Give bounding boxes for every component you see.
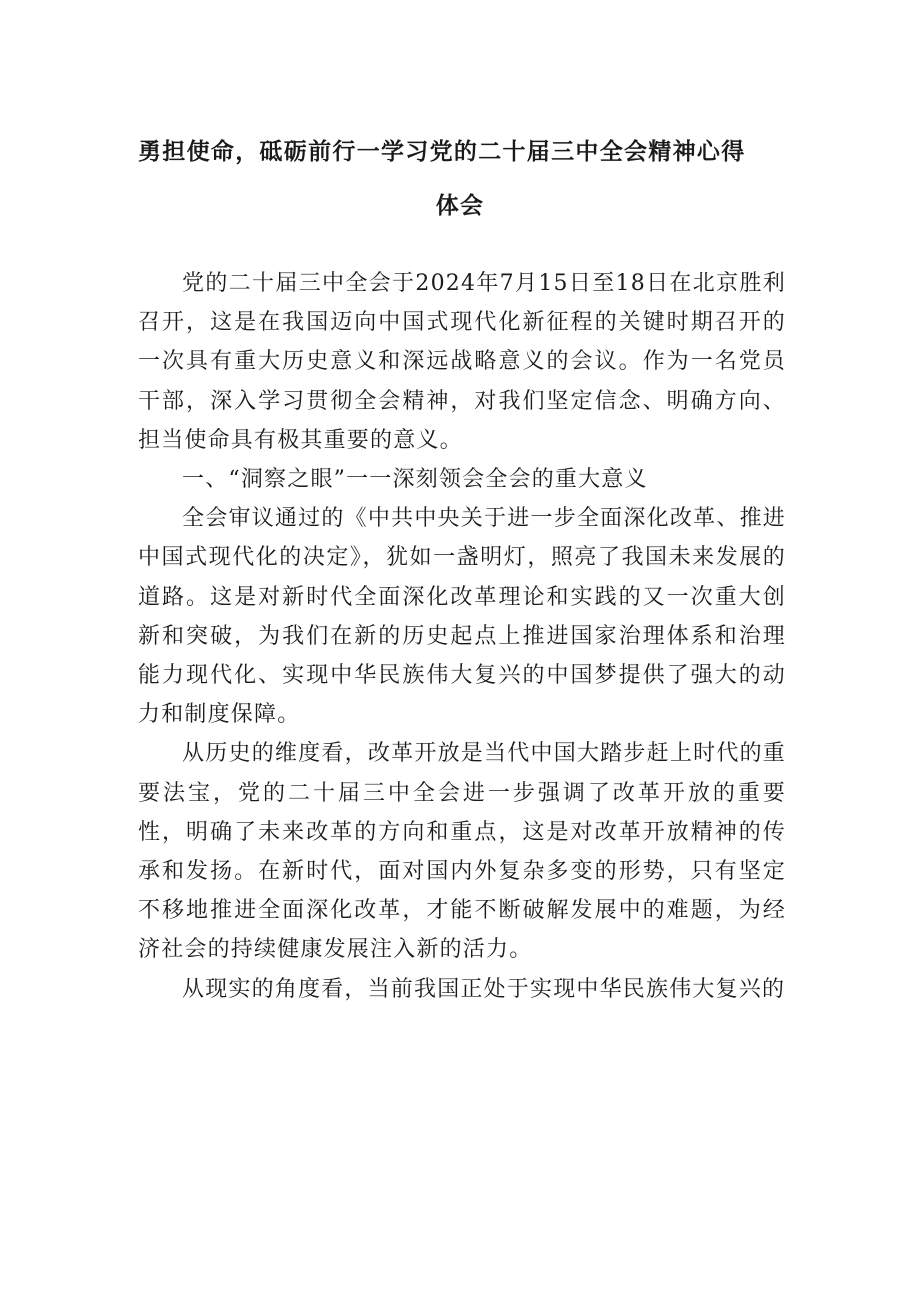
paragraph-decision: 全会审议通过的《中共中央关于进一步全面深化改革、推进中国式现代化的决定》，犹如一盏明灯，照亮了我国未来发展的道路。这是对新时代全面深化改革理论和实践的又一次重大创新和突破，为我们在新的历史起点上推进国家治理体系和治理能力现代化、实现中华民族伟大复兴的中国梦提供了强大的动力和制度保障。 bbox=[138, 506, 786, 728]
document-title-line-2: 体会 bbox=[435, 192, 485, 219]
paragraph-history: 从历史的维度看，改革开放是当代中国大踏步赶上时代的重要法宝，党的二十届三中全会进一步强调了改革开放的重要性，明确了未来改革的方向和重点，这是对改革开放精神的传承和发扬。在新时代，面对国内外复杂多变的形势，只有坚定不移地推进全面深化改革，才能不断破解发展中的难题，为经济社会的持续健康发展注入新的活力。 bbox=[138, 741, 786, 963]
paragraph-intro: 党的二十届三中全会于2024年7月15日至18日在北京胜利召开，这是在我国迈向中国式现代化新征程的关键时期召开的一次具有重大历史意义和深远战略意义的会议。作为一名党员干部，深入学习贯彻全会精神，对我们坚定信念、明确方向、担当使命具有极其重要的意义。 bbox=[138, 271, 786, 453]
paragraph-reality: 从现实的角度看，当前我国正处于实现中华民族伟大复兴的 bbox=[182, 976, 786, 1002]
section-heading-1: 一、“洞察之眼”一一深刻领会全会的重大意义 bbox=[182, 467, 648, 493]
document-title-line-1: 勇担使命，砥砺前行一学习党的二十届三中全会精神心得 bbox=[138, 138, 746, 165]
document-body bbox=[138, 264, 786, 1009]
